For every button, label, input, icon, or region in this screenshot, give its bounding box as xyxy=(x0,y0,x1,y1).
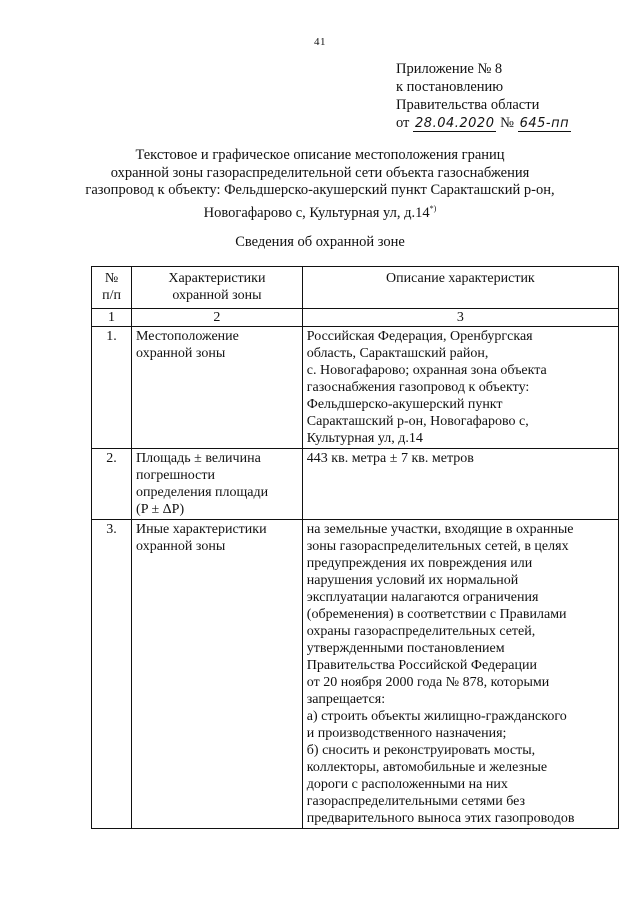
title-line-3: газопровод к объекту: Фельдшерско-акушерский пункт Саракташский р-он, xyxy=(85,182,555,198)
table-row xyxy=(92,327,619,449)
header-description-line: Описание характеристик xyxy=(386,271,535,286)
characteristic-line: погрешности xyxy=(136,468,215,483)
characteristic-line: определения площади xyxy=(136,485,269,500)
header-characteristics-line: охранной зоны xyxy=(172,288,262,303)
description-line: Саракташский р-он, Новогафарово с, xyxy=(306,414,529,429)
description-line: (обременения) в соответствии с Правилами xyxy=(306,607,567,622)
characteristic-line: охранной зоны xyxy=(136,346,226,361)
title-line-4-text: Новогафарово с, Культурная ул, д.14 xyxy=(203,204,430,221)
description-line: б) сносить и реконструировать мосты, xyxy=(306,743,536,758)
header-description xyxy=(302,267,618,309)
table-row xyxy=(92,520,619,829)
header-number-line: п/п xyxy=(102,288,121,303)
handwritten-date: 28.04.2020 xyxy=(415,116,495,131)
title-line-1: Текстовое и графическое описание местоположения границ xyxy=(135,147,505,163)
row-description xyxy=(302,520,618,829)
description-line: газоснабжения газопровод к объекту: xyxy=(306,380,530,395)
section-subtitle: Сведения об охранной зоне xyxy=(235,234,405,250)
characteristic-line: (P ± ΔP) xyxy=(136,502,185,517)
description-line: нарушения условий их нормальной xyxy=(306,573,519,588)
row-number: 1. xyxy=(92,327,132,449)
description-line: газораспределительными сетями без xyxy=(306,794,526,809)
description-line: Правительства Российской Федерации xyxy=(306,658,537,673)
description-line: охраны газораспределительных сетей, xyxy=(306,624,536,639)
characteristic-line: Иные характеристики xyxy=(136,522,267,537)
row-characteristic xyxy=(132,520,303,829)
row-description xyxy=(302,449,618,520)
footnote-mark: *) xyxy=(429,203,437,213)
header-number xyxy=(92,267,132,309)
table-row xyxy=(92,449,619,520)
header-number-line: № xyxy=(104,271,119,286)
index-cell: 2 xyxy=(132,309,303,327)
row-number: 2. xyxy=(92,449,132,520)
characteristic-line: охранной зоны xyxy=(136,539,226,554)
table-header-row xyxy=(92,267,619,309)
description-line: дороги с расположенными на них xyxy=(306,777,508,792)
row-description xyxy=(302,327,618,449)
characteristic-line: Местоположение xyxy=(136,329,239,344)
description-line: а) строить объекты жилищно-гражданского xyxy=(306,709,567,724)
index-cell: 1 xyxy=(92,309,132,327)
row-number: 3. xyxy=(92,520,132,829)
from-label: от xyxy=(396,115,410,131)
description-line: Культурная ул, д.14 xyxy=(306,431,423,446)
index-cell: 3 xyxy=(302,309,618,327)
appendix-date-line xyxy=(396,114,571,133)
description-line: на земельные участки, входящие в охранные xyxy=(306,522,574,537)
description-line: предупреждения их повреждения или xyxy=(306,556,533,571)
description-line: от 20 ноября 2000 года № 878, которыми xyxy=(306,675,550,690)
page-number: 41 xyxy=(314,36,326,48)
description-line: 443 кв. метра ± 7 кв. метров xyxy=(306,451,474,466)
document-title xyxy=(60,147,580,222)
header-characteristics xyxy=(132,267,303,309)
description-line: Российская Федерация, Оренбургская xyxy=(306,329,533,344)
description-line: с. Новогафарово; охранная зона объекта xyxy=(306,363,547,378)
appendix-block xyxy=(396,60,571,133)
row-characteristic xyxy=(132,327,303,449)
description-line: область, Саракташский район, xyxy=(306,346,489,361)
zone-info-table xyxy=(91,266,619,829)
description-line: предварительного выноса этих газопроводов xyxy=(306,811,575,826)
description-line: и производственного назначения; xyxy=(306,726,507,741)
description-line: коллекторы, автомобильные и железные xyxy=(306,760,548,775)
header-characteristics-line: Характеристики xyxy=(168,271,266,286)
description-line: запрещается: xyxy=(306,692,386,707)
handwritten-number: 645-пп xyxy=(519,116,570,131)
number-label: № xyxy=(500,115,514,131)
title-line-2: охранной зоны газораспределительной сети объекта газоснабжения xyxy=(110,164,530,181)
description-line: Фельдшерско-акушерский пункт xyxy=(306,397,503,412)
characteristic-line: Площадь ± величина xyxy=(136,451,261,466)
description-line: эксплуатации налагаются ограничения xyxy=(306,590,539,605)
appendix-line-3: Правительства области xyxy=(396,97,540,113)
title-line-4 xyxy=(60,200,580,222)
description-line: утвержденными постановлением xyxy=(306,641,505,656)
description-line: зоны газораспределительных сетей, в целях xyxy=(306,539,569,554)
row-characteristic xyxy=(132,449,303,520)
table-index-row xyxy=(92,309,619,327)
appendix-line-2: к постановлению xyxy=(396,79,504,95)
appendix-title: Приложение № 8 xyxy=(396,61,503,77)
